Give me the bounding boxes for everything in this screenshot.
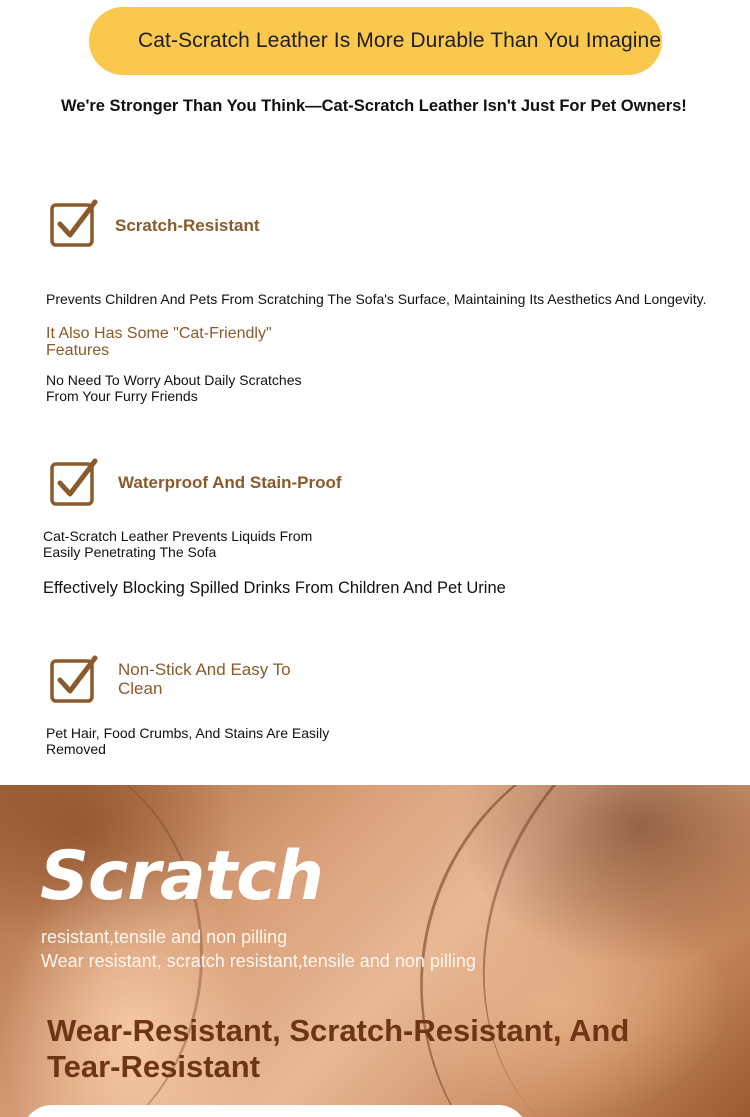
feature-title-waterproof: Waterproof And Stain-Proof <box>118 473 342 492</box>
hero-big-word: Scratch <box>40 837 323 916</box>
feature-description: Cat-Scratch Leather Prevents Liquids From Easily Penetrating The Sofa <box>43 528 313 560</box>
feature-title-non-stick: Non-Stick And Easy To Clean <box>118 660 291 698</box>
feature-extra-text: Effectively Blocking Spilled Drinks From Children And Pet Urine <box>43 579 506 597</box>
page-subtitle: We're Stronger Than You Think—Cat-Scratch Leather Isn't Just For Pet Owners! <box>61 97 687 115</box>
leather-hero-image <box>0 785 750 1117</box>
feature-description: Pet Hair, Food Crumbs, And Stains Are Easily Removed <box>46 725 330 757</box>
feature-sub-text: No Need To Worry About Daily Scratches From Your Furry Friends <box>46 372 302 404</box>
checkbox-check-icon <box>49 654 99 704</box>
feature-sub-heading: It Also Has Some "Cat-Friendly" Features <box>46 325 272 359</box>
headline-text: Cat-Scratch Leather Is More Durable Than You Imagine <box>138 29 662 52</box>
feature-description: Prevents Children And Pets From Scratching The Sofa's Surface, Maintaining Its Aesthetics And Longevity. <box>46 291 707 307</box>
white-pill-shape <box>22 1105 528 1117</box>
checkbox-check-icon <box>49 457 99 507</box>
checkbox-check-icon <box>49 198 99 248</box>
hero-heading: Wear-Resistant, Scratch-Resistant, And Tear-Resistant <box>47 1013 630 1084</box>
feature-title-scratch-resistant: Scratch-Resistant <box>115 216 260 235</box>
hero-line-1: resistant,tensile and non pilling <box>41 927 288 947</box>
hero-line-2: Wear resistant, scratch resistant,tensile and non pilling <box>41 951 476 971</box>
